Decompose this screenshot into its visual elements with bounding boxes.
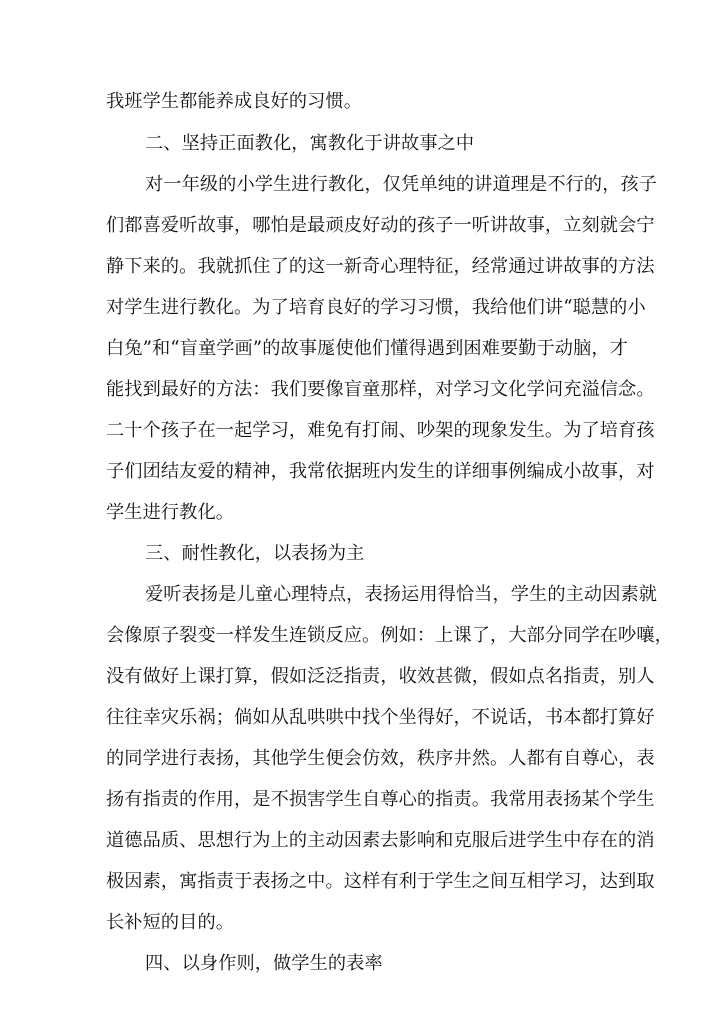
paragraph-line: 会像原子裂变一样发生连锁反应。例如：上课了，大部分同学在吵嚷， — [106, 625, 673, 646]
paragraph-line: 往往幸灾乐祸；倘如从乱哄哄中找个坐得好，不说话，书本都打算好 — [106, 707, 655, 728]
paragraph-line: 极因素，寓指责于表扬之中。这样有利于学生之间互相学习，达到取 — [106, 871, 655, 892]
paragraph-line: 爱听表扬是儿童心理特点，表扬运用得恰当，学生的主动因素就 — [145, 584, 658, 605]
paragraph-line: 没有做好上课打算，假如泛泛指责，收效甚微，假如点名指责，别人 — [106, 666, 655, 687]
paragraph-line: 静下来的。我就抓住了的这一新奇心理特征，经常通过讲故事的方法 — [106, 256, 655, 277]
paragraph-line: 对学生进行教化。为了培育良好的学习习惯，我给他们讲“聪慧的小 — [106, 297, 646, 318]
paragraph-line: 对一年级的小学生进行教化，仅凭单纯的讲道理是不行的，孩子 — [145, 174, 658, 195]
text-line: 我班学生都能养成良好的习惯。 — [106, 91, 363, 112]
paragraph-line: 二十个孩子在一起学习，难免有打闹、吵架的现象发生。为了培育孩 — [106, 420, 655, 441]
paragraph-line: 扬有指责的作用，是不损害学生自尊心的指责。我常用表扬某个学生 — [106, 789, 655, 810]
paragraph-line: 的同学进行表扬，其他学生便会仿效，秩序井然。人都有自尊心，表 — [106, 748, 655, 769]
paragraph-line: 能找到最好的方法：我们要像盲童那样，对学习文化学问充溢信念。 — [106, 379, 655, 400]
section-heading-2: 二、坚持正面教化，寓教化于讲故事之中 — [145, 133, 475, 154]
paragraph-line: 白兔”和“盲童学画”的故事厖使他们懂得遇到困难要勤于动脑，才 — [106, 338, 628, 359]
section-heading-3: 三、耐性教化，以表扬为主 — [145, 543, 365, 564]
paragraph-line: 道德品质、思想行为上的主动因素去影响和克服后进学生中存在的消 — [106, 830, 655, 851]
paragraph-line: 子们团结友爱的精神，我常依据班内发生的详细事例编成小故事，对 — [106, 461, 655, 482]
section-heading-4: 四、以身作则，做学生的表率 — [145, 953, 383, 974]
paragraph-line: 学生进行教化。 — [106, 502, 235, 523]
paragraph-line: 长补短的目的。 — [106, 912, 235, 933]
paragraph-line: 们都喜爱听故事，哪怕是最顽皮好动的孩子一听讲故事，立刻就会宁 — [106, 215, 655, 236]
